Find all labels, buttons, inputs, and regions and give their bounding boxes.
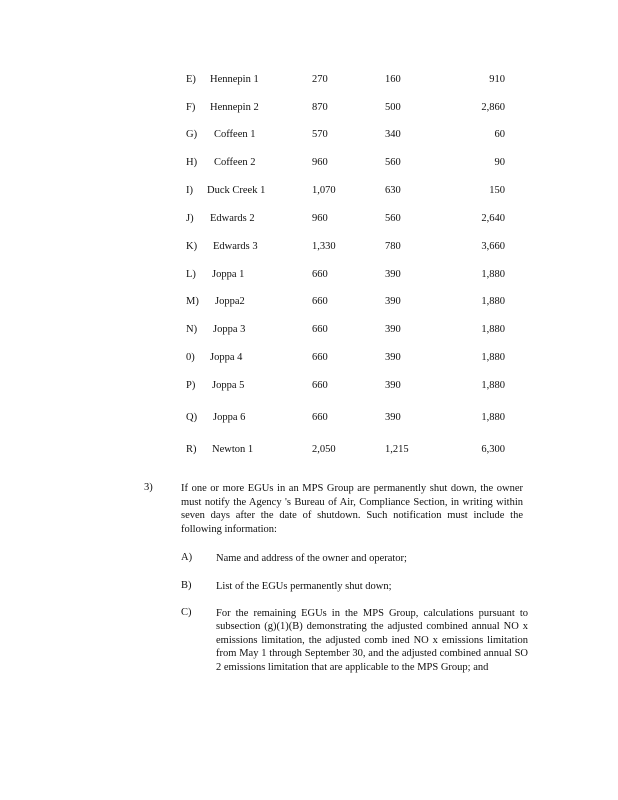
value-col-3: 910 (489, 74, 505, 85)
value-col-3: 3,660 (481, 241, 505, 252)
unit-name: Edwards 2 (210, 213, 255, 224)
value-col-2: 390 (385, 352, 401, 363)
value-col-3: 1,880 (481, 380, 505, 391)
unit-name: Coffeen 1 (214, 129, 256, 140)
row-letter: L) (186, 269, 196, 280)
value-col-1: 660 (312, 380, 328, 391)
value-col-3: 6,300 (481, 444, 505, 455)
value-col-2: 500 (385, 102, 401, 113)
unit-name: Coffeen 2 (214, 157, 256, 168)
row-letter: G) (186, 129, 198, 140)
value-col-2: 340 (385, 129, 401, 140)
table-row (0, 268, 618, 282)
row-letter: I) (186, 185, 193, 196)
unit-name: Duck Creek 1 (207, 185, 266, 196)
item-text: Name and address of the owner and operator; (216, 553, 407, 564)
item-letter: A) (181, 552, 193, 563)
item-text: For the remaining EGUs in the MPS Group, calculations pursuant to subsection (g)(1)(B) demonstrating the adjusted combined annual NO x emissions limitation, the adjusted comb ined NO x emissions limitation from May 1 through September 30, and the adjusted combined annual SO 2 emissions limitation that are applicable to the MPS Group; and (216, 608, 528, 673)
value-col-1: 1,070 (312, 185, 336, 196)
value-col-2: 630 (385, 185, 401, 196)
item-letter: B) (181, 580, 192, 591)
value-col-1: 2,050 (312, 444, 336, 455)
value-col-1: 960 (312, 213, 328, 224)
value-col-2: 390 (385, 296, 401, 307)
table-row (0, 323, 618, 337)
value-col-3: 1,880 (481, 412, 505, 423)
unit-name: Joppa2 (215, 296, 245, 307)
row-letter: K) (186, 241, 198, 252)
row-letter: J) (186, 213, 194, 224)
value-col-3: 60 (494, 129, 505, 140)
value-col-1: 660 (312, 296, 328, 307)
value-col-3: 2,640 (481, 213, 505, 224)
value-col-2: 780 (385, 241, 401, 252)
row-letter: E) (186, 74, 196, 85)
value-col-1: 270 (312, 74, 328, 85)
value-col-1: 660 (312, 412, 328, 423)
value-col-3: 1,880 (481, 324, 505, 335)
row-letter: N) (186, 324, 198, 335)
item-letter: C) (181, 607, 192, 618)
row-letter: P) (186, 380, 196, 391)
unit-name: Joppa 6 (213, 412, 246, 423)
value-col-2: 160 (385, 74, 401, 85)
value-col-1: 660 (312, 269, 328, 280)
value-col-3: 2,860 (481, 102, 505, 113)
value-col-2: 1,215 (385, 444, 409, 455)
table-row (0, 73, 618, 87)
value-col-2: 560 (385, 157, 401, 168)
value-col-2: 390 (385, 269, 401, 280)
unit-name: Hennepin 2 (210, 102, 259, 113)
section-number: 3) (144, 482, 153, 493)
table-row (0, 128, 618, 142)
table-row (0, 443, 618, 457)
value-col-2: 390 (385, 380, 401, 391)
value-col-2: 390 (385, 412, 401, 423)
table-row (0, 184, 618, 198)
row-letter: R) (186, 444, 197, 455)
value-col-3: 1,880 (481, 352, 505, 363)
table-row (0, 379, 618, 393)
row-letter: 0) (186, 352, 195, 363)
value-col-1: 570 (312, 129, 328, 140)
value-col-1: 660 (312, 324, 328, 335)
value-col-3: 1,880 (481, 269, 505, 280)
value-col-2: 560 (385, 213, 401, 224)
value-col-1: 660 (312, 352, 328, 363)
unit-name: Joppa 3 (213, 324, 246, 335)
row-letter: M) (186, 296, 199, 307)
table-row (0, 101, 618, 115)
item-text: List of the EGUs permanently shut down; (216, 581, 392, 592)
value-col-2: 390 (385, 324, 401, 335)
value-col-3: 150 (489, 185, 505, 196)
value-col-1: 960 (312, 157, 328, 168)
unit-name: Hennepin 1 (210, 74, 259, 85)
table-row (0, 411, 618, 425)
value-col-3: 1,880 (481, 296, 505, 307)
table-row (0, 295, 618, 309)
unit-name: Newton 1 (212, 444, 254, 455)
value-col-3: 90 (494, 157, 505, 168)
table-row (0, 240, 618, 254)
value-col-1: 870 (312, 102, 328, 113)
value-col-1: 1,330 (312, 241, 336, 252)
unit-name: Joppa 1 (212, 269, 245, 280)
unit-name: Joppa 5 (212, 380, 245, 391)
section-intro-paragraph: If one or more EGUs in an MPS Group are permanently shut down, the owner must notify the Agency 's Bureau of Air, Compliance Section, in writing within seven days after the date of shutdown. Such notification must include the following information: (181, 483, 523, 535)
table-row (0, 351, 618, 365)
table-row (0, 156, 618, 170)
row-letter: Q) (186, 412, 198, 423)
unit-name: Edwards 3 (213, 241, 258, 252)
row-letter: F) (186, 102, 196, 113)
row-letter: H) (186, 157, 198, 168)
unit-name: Joppa 4 (210, 352, 243, 363)
table-row (0, 212, 618, 226)
